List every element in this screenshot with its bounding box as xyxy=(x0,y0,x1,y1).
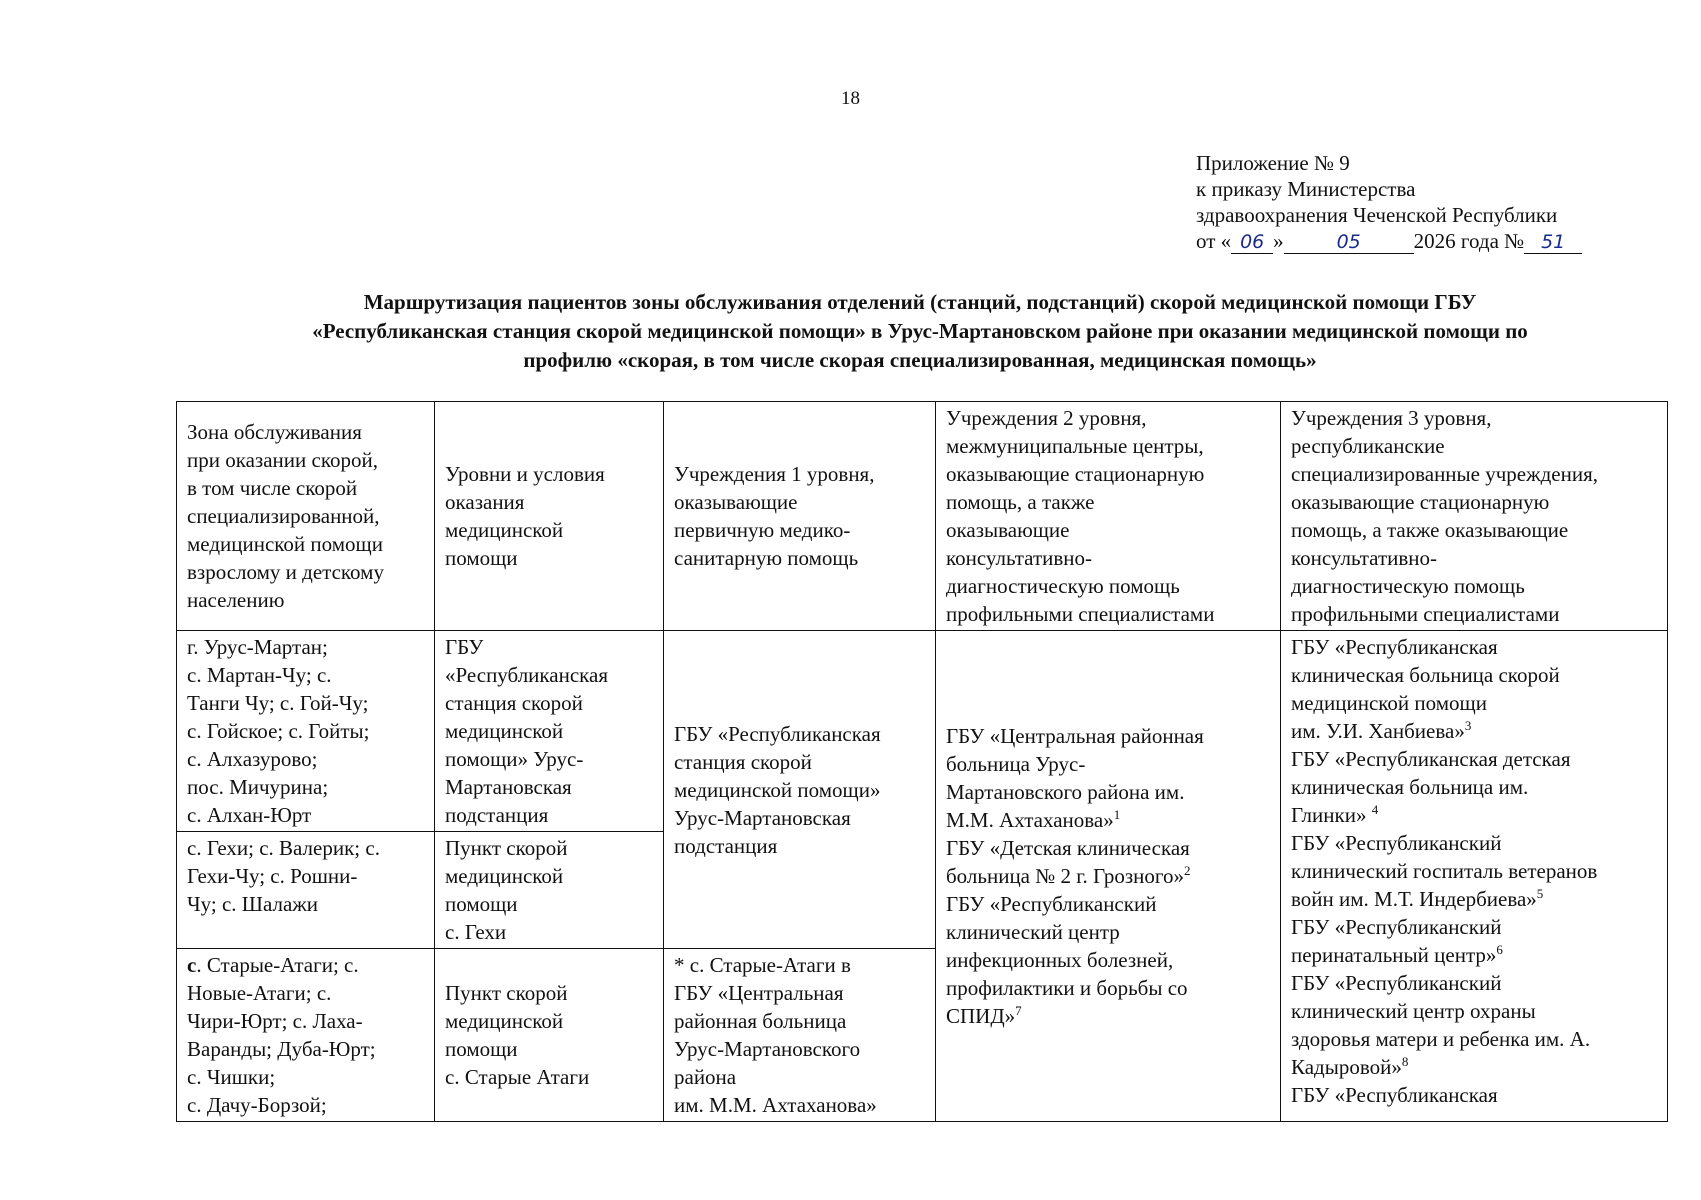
text-line: пос. Мичурина; xyxy=(187,775,329,799)
text-line: помощь, а также xyxy=(946,490,1095,514)
title-line-3: профилю «скорая, в том числе скорая специализированная, медицинская помощь» xyxy=(523,348,1317,372)
text-line: профильными специалистами xyxy=(946,602,1215,626)
routing-table xyxy=(176,401,1668,1122)
row3-level xyxy=(435,949,664,1122)
text-line: клиническая больница им. xyxy=(1291,775,1529,799)
appendix-line-3: здравоохранения Чеченской Республики xyxy=(1196,203,1558,227)
text-line: медицинской xyxy=(445,1009,564,1033)
text-line: Глинки» $^4$ xyxy=(1291,802,1379,827)
text-line: с. Алхазурово; xyxy=(187,747,318,771)
page-number: 18 xyxy=(841,88,860,109)
text-line: ГБУ «Республиканский xyxy=(1291,915,1502,939)
text-line: помощи xyxy=(445,892,518,916)
text-line: с. Мартан-Чу; с. xyxy=(187,663,332,687)
text-line: специализированные учреждения, xyxy=(1291,462,1599,486)
text-line: г. Урус-Мартан; xyxy=(187,635,328,659)
text-line: Уровни и условия xyxy=(445,462,605,486)
text-line: оказывающие xyxy=(674,490,798,514)
text-line: ГБУ «Республиканская детская xyxy=(1291,747,1571,771)
text-line: станция скорой xyxy=(674,749,812,774)
order-number: 51 xyxy=(1524,231,1582,254)
header-zone xyxy=(177,402,435,631)
header-level-2 xyxy=(936,402,1281,631)
text-line: первичную медико- xyxy=(674,518,851,542)
text-line: медицинской помощи xyxy=(1291,691,1487,715)
text-line: профилактики и борьбы со xyxy=(946,976,1188,1000)
text-line: районная больница xyxy=(674,1009,847,1033)
text-line: в том числе скорой xyxy=(187,476,358,500)
text-line: оказывающие xyxy=(946,518,1070,542)
text-line: Учреждения 3 уровня, xyxy=(1291,406,1492,430)
text-line: Учреждения 2 уровня, xyxy=(946,406,1147,430)
document-title xyxy=(170,288,1670,375)
text-line: * с. Старые-Атаги в xyxy=(674,953,851,977)
text-line: оказывающие стационарную xyxy=(1291,490,1550,514)
text-line: медицинской xyxy=(445,864,564,888)
text-line: ГБУ «Центральная районная xyxy=(946,724,1204,748)
text-line: подстанция xyxy=(674,833,778,858)
text-line: санитарную помощь xyxy=(674,546,859,570)
text-line: ГБУ «Центральная xyxy=(674,981,844,1005)
header-level-1 xyxy=(664,402,936,631)
text-line: им. У.И. Ханбиева»$^3$ xyxy=(1291,718,1472,743)
text-line: Кадыровой»$^8$ xyxy=(1291,1054,1409,1079)
footnote-mark: 1 xyxy=(1113,807,1121,822)
text-line: помощи» Урус- xyxy=(445,747,584,771)
text-line: при оказании скорой, xyxy=(187,448,378,472)
title-line-2: «Республиканская станция скорой медицинской помощи» в Урус-Мартановском районе при оказании медицинской помощи по xyxy=(312,319,1528,343)
text-line: оказывающие стационарную xyxy=(946,462,1205,486)
text-line: Чу; с. Шалажи xyxy=(187,892,319,916)
appendix-line-1: Приложение № 9 xyxy=(1196,151,1350,175)
level3-institutions xyxy=(1281,631,1668,1122)
level1-main xyxy=(664,631,936,949)
text-line: медицинской помощи» xyxy=(674,777,881,802)
text-line: СПИД»$^7$ xyxy=(946,1003,1022,1028)
footnote-mark: 7 xyxy=(1015,1003,1022,1018)
text-line: оказания xyxy=(445,490,525,514)
text-line: взрослому и детскому xyxy=(187,560,384,584)
text-line: помощи xyxy=(445,1037,518,1061)
text-line: М.М. Ахтаханова»$^1$ xyxy=(946,807,1121,832)
text-line: диагностическую помощь xyxy=(1291,574,1525,598)
text-line: консультативно- xyxy=(946,546,1093,570)
text-line: клиническая больница скорой xyxy=(1291,663,1560,687)
header-levels xyxy=(435,402,664,631)
text-line: населению xyxy=(187,588,285,612)
footnote-mark: 2 xyxy=(1183,863,1191,878)
table-header-row xyxy=(177,402,1668,631)
footnote-mark: 4 xyxy=(1371,802,1379,817)
text-line: Гехи-Чу; с. Рошни- xyxy=(187,864,358,888)
row3-zone-first-line xyxy=(187,951,424,979)
date-prefix: от « xyxy=(1196,229,1232,253)
text-line: Мартановского района им. xyxy=(946,780,1185,804)
text-line: ГБУ «Республиканская xyxy=(1291,635,1498,659)
text-line: здоровья матери и ребенка им. А. xyxy=(1291,1027,1591,1051)
text-line: с. Алхан-Юрт xyxy=(187,803,312,827)
appendix-date-line xyxy=(1196,228,1582,254)
row1-level xyxy=(435,631,664,832)
table-row xyxy=(177,631,1668,832)
text-line: медицинской xyxy=(445,719,564,743)
text-line: Пункт скорой xyxy=(445,836,568,860)
text-line: республиканские xyxy=(1291,434,1445,458)
text-line: Танги Чу; с. Гой-Чу; xyxy=(187,691,369,715)
text-line: клинический центр xyxy=(946,920,1120,944)
text-line: подстанция xyxy=(445,803,549,827)
text-line: ГБУ «Республиканская xyxy=(1291,1083,1498,1107)
appendix-block xyxy=(1196,150,1582,254)
text-line: инфекционных болезней, xyxy=(946,948,1174,972)
row3-zone-rest xyxy=(187,979,424,1119)
text-line: станция скорой xyxy=(445,691,583,715)
text-line: ГБУ «Детская клиническая xyxy=(946,836,1190,860)
text-line: больница № 2 г. Грозного»$^2$ xyxy=(946,863,1191,888)
text-line: с. Старые Атаги xyxy=(445,1065,590,1089)
date-year: 2026 года № xyxy=(1413,229,1525,253)
text-line: клинический госпиталь ветеранов xyxy=(1291,859,1598,883)
text-line: ГБУ «Республиканский xyxy=(1291,831,1502,855)
date-month: 05 xyxy=(1284,231,1414,254)
text-line: с. Гехи xyxy=(445,920,507,944)
footnote-mark: 5 xyxy=(1536,886,1544,901)
text-line: ГБУ xyxy=(445,635,484,659)
text-line: помощи xyxy=(445,546,518,570)
text-line: «Республиканская xyxy=(445,663,609,687)
text-line: специализированной, xyxy=(187,504,380,528)
text-line: с. Гойское; с. Гойты; xyxy=(187,719,370,743)
footnote-mark: 8 xyxy=(1401,1054,1409,1069)
text-line: ГБУ «Республиканский xyxy=(1291,971,1502,995)
text-line: района xyxy=(674,1065,737,1089)
row3-level1 xyxy=(664,949,936,1122)
text-line: Чири-Юрт; с. Лаха- xyxy=(187,1009,363,1033)
row1-zone xyxy=(177,631,435,832)
text-line: межмуниципальные центры, xyxy=(946,434,1204,458)
date-mid: » xyxy=(1273,229,1284,253)
text-line: профильными специалистами xyxy=(1291,602,1560,626)
text-line: Мартановская xyxy=(445,775,572,799)
footnote-mark: 6 xyxy=(1496,942,1503,957)
text-line: помощь, а также оказывающие xyxy=(1291,518,1569,542)
text-line: консультативно- xyxy=(1291,546,1438,570)
text-line: ГБУ «Республиканская xyxy=(674,721,881,746)
text-line: Зона обслуживания xyxy=(187,420,362,444)
text-line: ГБУ «Республиканский xyxy=(946,892,1157,916)
text-line: с. Гехи; с. Валерик; с. xyxy=(187,836,380,860)
footnote-mark: 3 xyxy=(1464,718,1472,733)
text-line: медицинской помощи xyxy=(187,532,383,556)
text-line: им. М.М. Ахтаханова» xyxy=(674,1093,877,1117)
row3-zone-first-rest: . Старые-Атаги; с. xyxy=(196,953,359,977)
row2-level xyxy=(435,832,664,949)
row2-zone xyxy=(177,832,435,949)
text-line: клинический центр охраны xyxy=(1291,999,1536,1023)
text-line: с. Чишки; xyxy=(187,1065,276,1089)
level2-institutions xyxy=(936,631,1281,1122)
appendix-line-2: к приказу Министерства xyxy=(1196,177,1416,201)
text-line: Урус-Мартановская xyxy=(674,805,851,830)
text-line: Новые-Атаги; с. xyxy=(187,981,332,1005)
title-line-1: Маршрутизация пациентов зоны обслуживания отделений (станций, подстанций) скорой медицинской помощи ГБУ xyxy=(363,290,1477,314)
text-line: больница Урус- xyxy=(946,752,1086,776)
header-level-3 xyxy=(1281,402,1668,631)
text-line: Учреждения 1 уровня, xyxy=(674,462,875,486)
text-line: Пункт скорой xyxy=(445,981,568,1005)
row3-zone xyxy=(177,949,435,1122)
text-line: Варанды; Дуба-Юрт; xyxy=(187,1037,376,1061)
text-line: медицинской xyxy=(445,518,564,542)
text-line: диагностическую помощь xyxy=(946,574,1180,598)
row3-zone-first-letter: с xyxy=(187,953,197,977)
text-line: войн им. М.Т. Индербиева»$^5$ xyxy=(1291,886,1544,911)
date-day: 06 xyxy=(1231,231,1273,254)
text-line: Урус-Мартановского xyxy=(674,1037,861,1061)
text-line: с. Дачу-Борзой; xyxy=(187,1093,327,1117)
text-line: перинатальный центр»$^6$ xyxy=(1291,942,1503,967)
